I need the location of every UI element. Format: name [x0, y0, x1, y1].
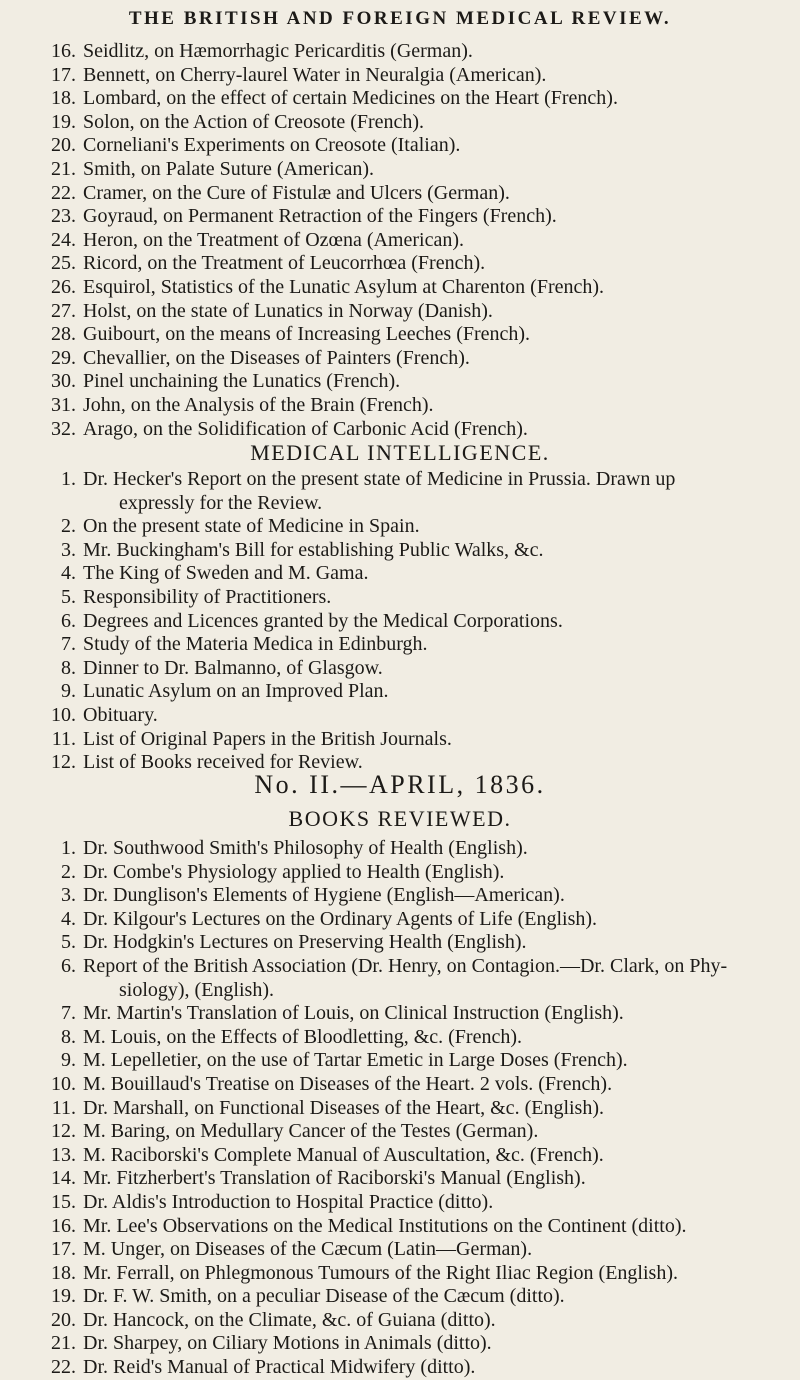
item-number: 16.	[51, 40, 76, 62]
list-item	[0, 40, 800, 64]
item-text	[83, 1144, 800, 1168]
item-text	[83, 1262, 800, 1286]
item-number: 28.	[51, 323, 76, 346]
item-text	[83, 633, 800, 657]
item-title: M. Bouillaud's Treatise on Diseases of the Heart. 2 vols. (French).	[83, 1072, 613, 1095]
item-title: M. Lepelletier, on the use of Tartar Emetic in Large Doses (French).	[83, 1049, 628, 1072]
item-number: 1.	[61, 468, 76, 490]
list-item	[0, 586, 800, 610]
medical-intelligence-heading: MEDICAL INTELLIGENCE.	[250, 440, 550, 465]
list-item	[0, 657, 800, 681]
item-number: 4.	[61, 907, 76, 930]
list-item	[0, 562, 800, 586]
item-text	[83, 394, 800, 418]
item-number: 31.	[51, 393, 76, 416]
item-number: 17.	[51, 1238, 76, 1261]
item-title: Mr. Ferrall, on Phlegmonous Tumours of the Right Iliac Region (English).	[83, 1261, 678, 1284]
item-number: 9.	[61, 1049, 76, 1072]
item-text	[83, 418, 800, 442]
item-title: Lunatic Asylum on an Improved Plan.	[83, 680, 389, 703]
list-item	[0, 1073, 800, 1097]
item-number: 30.	[51, 370, 76, 393]
item-number: 2.	[61, 515, 76, 538]
item-number: 22.	[51, 181, 76, 204]
item-number: 25.	[51, 252, 76, 275]
item-text	[83, 515, 800, 539]
item-number: 18.	[51, 87, 76, 110]
item-title: Dr. Reid's Manual of Practical Midwifery (ditto).	[83, 1356, 476, 1379]
item-text	[83, 370, 800, 394]
item-text	[83, 539, 800, 563]
item-number: 9.	[61, 680, 76, 703]
item-text	[83, 1332, 800, 1356]
item-number: 16.	[51, 1214, 76, 1237]
list-item	[0, 515, 800, 539]
item-title: Heron, on the Treatment of Ozœna (American).	[83, 228, 464, 251]
item-title: Study of the Materia Medica in Edinburgh.	[83, 633, 428, 656]
item-title: M. Raciborski's Complete Manual of Auscultation, &c. (French).	[83, 1143, 604, 1166]
item-number: 23.	[51, 205, 76, 228]
item-number: 6.	[61, 954, 76, 977]
item-text	[83, 884, 800, 908]
list-item	[0, 728, 800, 752]
item-number: 15.	[51, 1190, 76, 1213]
item-text	[83, 347, 800, 371]
list-item	[0, 134, 800, 158]
item-title: Dr. Sharpey, on Ciliary Motions in Animals (ditto).	[83, 1332, 492, 1355]
item-text	[83, 1215, 800, 1239]
item-number: 32.	[51, 417, 76, 440]
item-number: 11.	[51, 1096, 76, 1119]
item-title: Pinel unchaining the Lunatics (French).	[83, 370, 401, 393]
item-title: Ricord, on the Treatment of Leucorrhœa (French).	[83, 252, 486, 275]
list-item	[0, 347, 800, 371]
item-text	[83, 40, 800, 64]
item-text	[83, 1097, 800, 1121]
item-text	[83, 586, 800, 610]
item-text	[83, 205, 800, 229]
list-item	[0, 205, 800, 229]
item-text	[83, 657, 800, 681]
item-number: 21.	[51, 1332, 76, 1355]
item-number: 17.	[51, 63, 76, 86]
item-number: 22.	[51, 1356, 76, 1379]
list-item	[0, 64, 800, 88]
list-item	[0, 300, 800, 324]
list-item	[0, 908, 800, 932]
item-title: M. Louis, on the Effects of Bloodletting, &c. (French).	[83, 1025, 522, 1048]
item-text	[83, 158, 800, 182]
item-number: 3.	[61, 884, 76, 907]
item-text	[83, 1073, 800, 1097]
item-title: Dinner to Dr. Balmanno, of Glasgow.	[83, 656, 383, 679]
item-title: Bennett, on Cherry-laurel Water in Neuralgia (American).	[83, 63, 547, 86]
list-item	[0, 1238, 800, 1262]
list-item	[0, 276, 800, 300]
list-item	[0, 1262, 800, 1286]
list-item	[0, 418, 800, 442]
item-number: 8.	[61, 1025, 76, 1048]
item-title: Corneliani's Experiments on Creosote (Italian).	[83, 134, 461, 157]
item-number: 12.	[51, 751, 76, 774]
list-item	[0, 87, 800, 111]
item-title: Esquirol, Statistics of the Lunatic Asylum at Charenton (French).	[83, 275, 605, 298]
item-continuation: siology), (English).	[119, 978, 274, 1001]
item-text	[83, 468, 800, 515]
list-item	[0, 837, 800, 861]
list-item	[0, 1120, 800, 1144]
item-text	[83, 610, 800, 634]
list-item	[0, 1144, 800, 1168]
item-title: Goyraud, on Permanent Retraction of the Fingers (French).	[83, 205, 557, 228]
item-number: 11.	[51, 727, 76, 750]
item-number: 27.	[51, 299, 76, 322]
item-text	[83, 931, 800, 955]
item-title: Cramer, on the Cure of Fistulæ and Ulcers (German).	[83, 181, 510, 204]
item-title: John, on the Analysis of the Brain (French).	[83, 393, 434, 416]
item-title: M. Unger, on Diseases of the Cæcum (Latin—German).	[83, 1238, 533, 1261]
item-text	[83, 1309, 800, 1333]
item-title: Dr. F. W. Smith, on a peculiar Disease of the Cæcum (ditto).	[83, 1285, 565, 1308]
item-title: Dr. Kilgour's Lectures on the Ordinary Agents of Life (English).	[83, 907, 598, 930]
list-item	[0, 633, 800, 657]
item-title: Dr. Hodgkin's Lectures on Preserving Health (English).	[83, 931, 527, 954]
list-item	[0, 861, 800, 885]
list-item	[0, 610, 800, 634]
item-text	[83, 1026, 800, 1050]
list-item	[0, 252, 800, 276]
item-text	[83, 1167, 800, 1191]
running-header: THE BRITISH AND FOREIGN MEDICAL REVIEW.	[128, 8, 672, 29]
list-item	[0, 1309, 800, 1333]
item-text	[83, 680, 800, 704]
item-text	[83, 1285, 800, 1309]
list-item	[0, 182, 800, 206]
item-text	[83, 134, 800, 158]
item-text	[83, 908, 800, 932]
list-item	[0, 111, 800, 135]
list-item	[0, 468, 800, 515]
item-title: Mr. Lee's Observations on the Medical Institutions on the Continent (ditto).	[83, 1214, 687, 1237]
item-number: 29.	[51, 346, 76, 369]
item-title: Obituary.	[83, 703, 158, 726]
list-item	[0, 394, 800, 418]
item-number: 24.	[51, 228, 76, 251]
item-text	[83, 323, 800, 347]
item-title: Dr. Combe's Physiology applied to Health (English).	[83, 860, 505, 883]
item-text	[83, 1238, 800, 1262]
list-item	[0, 955, 800, 1002]
item-title: Dr. Southwood Smith's Philosophy of Health (English).	[83, 837, 528, 859]
item-title: On the present state of Medicine in Spain.	[83, 515, 420, 538]
item-number: 19.	[51, 1285, 76, 1308]
item-title: Mr. Buckingham's Bill for establishing Public Walks, &c.	[83, 538, 544, 561]
item-title: Dr. Hancock, on the Climate, &c. of Guiana (ditto).	[83, 1308, 496, 1331]
item-text	[83, 728, 800, 752]
item-number: 7.	[61, 1002, 76, 1025]
item-title: Smith, on Palate Suture (American).	[83, 157, 375, 180]
item-title: Lombard, on the effect of certain Medicines on the Heart (French).	[83, 87, 618, 110]
item-number: 10.	[51, 1072, 76, 1095]
item-text	[83, 182, 800, 206]
item-number: 20.	[51, 1308, 76, 1331]
item-text	[83, 1120, 800, 1144]
item-number: 3.	[61, 538, 76, 561]
item-title: Holst, on the state of Lunatics in Norway (Danish).	[83, 299, 493, 322]
item-text	[83, 1356, 800, 1380]
item-text	[83, 276, 800, 300]
item-number: 8.	[61, 656, 76, 679]
item-title: The King of Sweden and M. Gama.	[83, 562, 369, 585]
item-number: 1.	[61, 837, 76, 859]
item-text	[83, 1191, 800, 1215]
item-number: 4.	[61, 562, 76, 585]
books-reviewed-heading: BOOKS REVIEWED.	[288, 806, 512, 831]
issue-title: No. II.—APRIL, 1836.	[254, 770, 546, 799]
item-number: 13.	[51, 1143, 76, 1166]
list-item	[0, 1191, 800, 1215]
original-papers-list	[0, 40, 800, 441]
list-item	[0, 1356, 800, 1380]
item-title: Dr. Hecker's Report on the present state of Medicine in Prussia. Drawn up	[83, 468, 676, 490]
list-item	[0, 1049, 800, 1073]
list-item	[0, 1285, 800, 1309]
item-title: Guibourt, on the means of Increasing Leeches (French).	[83, 323, 531, 346]
item-title: Report of the British Association (Dr. Henry, on Contagion.—Dr. Clark, on Phy-	[83, 954, 728, 977]
item-number: 5.	[61, 585, 76, 608]
item-text	[83, 955, 800, 1002]
list-item	[0, 1002, 800, 1026]
item-number: 14.	[51, 1167, 76, 1190]
item-title: Mr. Fitzherbert's Translation of Raciborski's Manual (English).	[83, 1167, 586, 1190]
item-title: Mr. Martin's Translation of Louis, on Clinical Instruction (English).	[83, 1002, 624, 1025]
item-number: 12.	[51, 1120, 76, 1143]
list-item	[0, 370, 800, 394]
item-text	[83, 64, 800, 88]
item-title: M. Baring, on Medullary Cancer of the Testes (German).	[83, 1120, 539, 1143]
item-continuation: expressly for the Review.	[119, 491, 323, 514]
list-item	[0, 931, 800, 955]
item-number: 10.	[51, 703, 76, 726]
item-title: Solon, on the Action of Creosote (French).	[83, 110, 425, 133]
item-number: 19.	[51, 110, 76, 133]
list-item	[0, 1097, 800, 1121]
item-title: Dr. Marshall, on Functional Diseases of the Heart, &c. (English).	[83, 1096, 604, 1119]
item-text	[83, 861, 800, 885]
item-text	[83, 704, 800, 728]
list-item	[0, 539, 800, 563]
list-item	[0, 158, 800, 182]
item-title: Dr. Aldis's Introduction to Hospital Practice (ditto).	[83, 1190, 494, 1213]
item-text	[83, 837, 800, 861]
item-text	[83, 300, 800, 324]
item-number: 18.	[51, 1261, 76, 1284]
books-reviewed-list	[0, 837, 800, 1380]
item-title: Chevallier, on the Diseases of Painters (French).	[83, 346, 470, 369]
item-title: List of Books received for Review.	[83, 751, 363, 774]
list-item	[0, 884, 800, 908]
item-title: List of Original Papers in the British Journals.	[83, 727, 452, 750]
item-title: Responsibility of Practitioners.	[83, 585, 332, 608]
item-number: 2.	[61, 860, 76, 883]
item-title: Dr. Dunglison's Elements of Hygiene (English—American).	[83, 884, 565, 907]
item-number: 21.	[51, 157, 76, 180]
item-text	[83, 229, 800, 253]
item-text	[83, 252, 800, 276]
list-item	[0, 1167, 800, 1191]
list-item	[0, 680, 800, 704]
list-item	[0, 704, 800, 728]
item-number: 7.	[61, 633, 76, 656]
item-text	[83, 1002, 800, 1026]
item-title: Arago, on the Solidification of Carbonic Acid (French).	[83, 417, 528, 440]
item-number: 26.	[51, 275, 76, 298]
item-number: 6.	[61, 609, 76, 632]
item-title: Seidlitz, on Hæmorrhagic Pericarditis (German).	[83, 40, 473, 62]
list-item	[0, 229, 800, 253]
item-number: 20.	[51, 134, 76, 157]
item-text	[83, 111, 800, 135]
list-item	[0, 323, 800, 347]
item-text	[83, 87, 800, 111]
item-text	[83, 562, 800, 586]
medical-intelligence-list	[0, 468, 800, 775]
list-item	[0, 1215, 800, 1239]
item-text	[83, 1049, 800, 1073]
list-item	[0, 1332, 800, 1356]
item-title: Degrees and Licences granted by the Medical Corporations.	[83, 609, 563, 632]
item-number: 5.	[61, 931, 76, 954]
list-item	[0, 1026, 800, 1050]
